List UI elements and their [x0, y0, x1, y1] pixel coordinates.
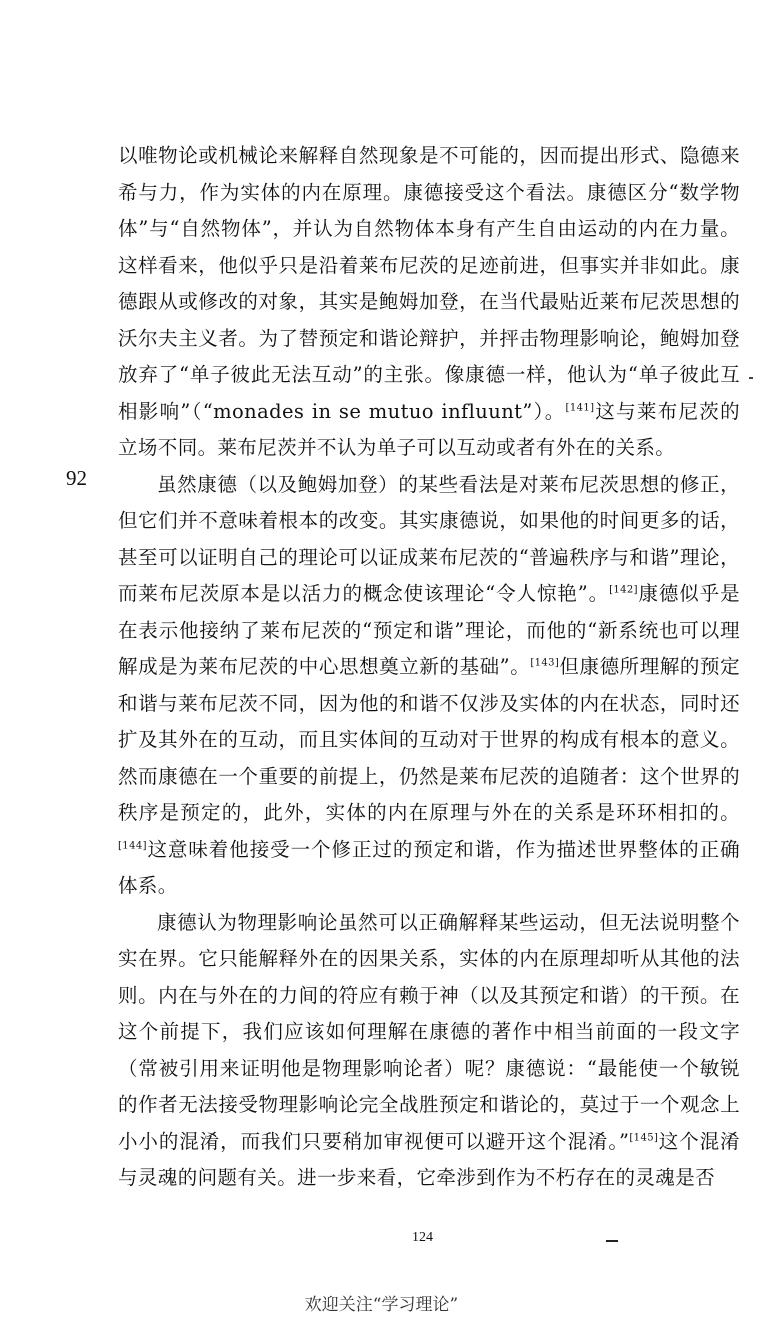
footnote-ref: [141]: [565, 402, 595, 413]
text-segment: 但康德所理解的预定和谐与莱布尼茨不同，因为他的和谐不仅涉及实体的内在状态，同时还扩及其外在的互动，而且实体间的互动对于世界的构成有根本的意义。然而康德在一个重要的前提上，仍然是莱布尼茨的追随者：这个世界的秩序是预定的，此外，实体的内在原理与外在的关系是环环相扣的。: [118, 655, 740, 824]
footnote-ref: [142]: [609, 584, 638, 596]
text-segment: 这意味着他接受一个修正过的预定和谐，作为描述世界整体的正确体系。: [118, 837, 740, 897]
text-segment: 这个混淆与灵魂的问题有关。进一步来看，它牵涉到作为不朽存在的灵魂是否: [118, 1129, 740, 1189]
body-text: [118, 138, 740, 1197]
text-segment: 虽然康德（以及鲍姆加登）的某些看法是对莱布尼茨思想的修正，但它们并不意味着根本的改变。其实康德说，如果他的时间更多的话，甚至可以证明自己的理论可以证成莱布尼茨的“普遍秩序与和谐”理论，而莱布尼茨原本是以活力的概念使该理论“令人惊艳”。: [118, 472, 740, 605]
footer-note: 欢迎关注“学习理论”: [304, 1295, 459, 1315]
footnote-ref: [145]: [629, 1132, 659, 1143]
text-segment: 康德认为物理影响论虽然可以正确解释某些运动，但无法说明整个实在界。它只能解释外在的因果关系，实体的内在原理却听从其他的法则。内在与外在的力间的符应有赖于神（以及其预定和谐）的干预。在这个前提下，我们应该如何理解在康德的著作中相当前面的一段文字（常被引用来证明他是物理影响论者）呢？康德说：“最能使一个敏锐的作者无法接受物理影响论完全战胜预定和谐论的，莫过于一个观念上小小的混淆，而我们只要稍加审视便可以避开这个混淆。”: [118, 910, 740, 1153]
paragraph-2: [118, 467, 740, 905]
footnote-ref: [143]: [530, 657, 560, 669]
footnote-ref: [144]: [118, 840, 147, 851]
margin-page-number: 92: [66, 466, 87, 490]
scan-mark: [749, 377, 753, 379]
text-segment: 康德似乎是在表示他接纳了莱布尼茨的“预定和谐”理论，而他的“新系统也可以理解成是为莱布尼茨的中心思想奠立新的基础”。: [118, 582, 740, 678]
text-segment: 这与莱布尼茨的立场不同。莱布尼茨并不认为单子可以互动或者有外在的关系。: [118, 399, 740, 459]
paragraph-3: [118, 905, 740, 1197]
scan-mark-dash: [606, 1240, 618, 1242]
page-number: 124: [412, 1230, 433, 1245]
text-segment: 以唯物论或机械论来解释自然现象是不可能的，因而提出形式、隐德来希与力，作为实体的内在原理。康德接受这个看法。康德区分“数学物体”与“自然物体”，并认为自然物体本身有产生自由运动的内在力量。这样看来，他似乎只是沿着莱布尼茨的足迹前进，但事实并非如此。康德跟从或修改的对象，其实是鲍姆加登，在当代最贴近莱布尼茨思想的沃尔夫主义者。为了替预定和谐论辩护，并抨击物理影响论，鲍姆加登放弃了“单子彼此无法互动”的主张。像康德一样，他认为“单子彼此互相影响”（“monades in se mutuo influunt”）。: [118, 144, 740, 423]
paragraph-1: [118, 138, 740, 467]
